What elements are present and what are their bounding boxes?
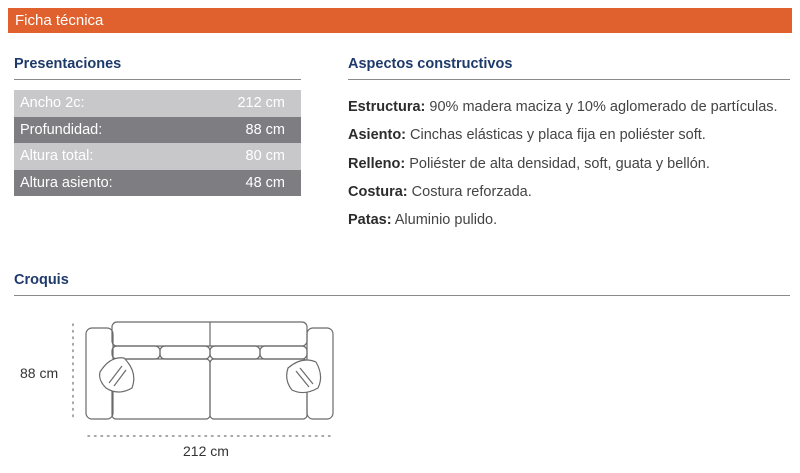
aspect-label: Asiento: — [348, 127, 406, 144]
spec-value: 212 cm — [237, 95, 285, 112]
sofa-back-cushion — [160, 346, 210, 359]
aspect-label: Estructura: — [348, 99, 426, 115]
aspect-text: Costura reforzada. — [411, 183, 532, 200]
aspect-text: Cinchas elásticas y placa fija en poliéster soft. — [410, 127, 706, 144]
aspect-label: Patas: — [348, 212, 392, 229]
spec-value: 48 cm — [245, 174, 285, 191]
aspect-text: Aluminio pulido. — [394, 212, 498, 229]
presentaciones-title: Presentaciones — [14, 56, 122, 72]
sofa-back-cushion — [260, 346, 307, 359]
header-title: Ficha técnica — [15, 12, 104, 29]
spec-value: 80 cm — [245, 148, 285, 165]
spec-label: Altura asiento: — [20, 174, 113, 191]
aspect-text: Poliéster de alta densidad, soft, guata y bellón. — [409, 155, 710, 172]
spec-label: Ancho 2c: — [20, 95, 85, 112]
spec-value: 88 cm — [245, 121, 285, 138]
aspect-label: Relleno: — [348, 155, 406, 172]
depth-label: 88 cm — [20, 365, 59, 381]
croquis-title: Croquis — [14, 272, 69, 288]
aspectos-title: Aspectos constructivos — [348, 56, 513, 72]
aspect-label: Costura: — [348, 183, 408, 200]
width-label: 212 cm — [183, 443, 229, 459]
sofa-back-cushion — [112, 346, 160, 359]
sofa-pillow-left — [100, 358, 134, 392]
spec-label: Altura total: — [20, 148, 94, 165]
aspect-text: 90% madera maciza y 10% aglomerado de partículas. — [429, 99, 778, 115]
spec-label: Profundidad: — [20, 121, 103, 138]
sofa-pillow-right — [287, 360, 321, 393]
sofa-back-cushion — [210, 346, 260, 359]
